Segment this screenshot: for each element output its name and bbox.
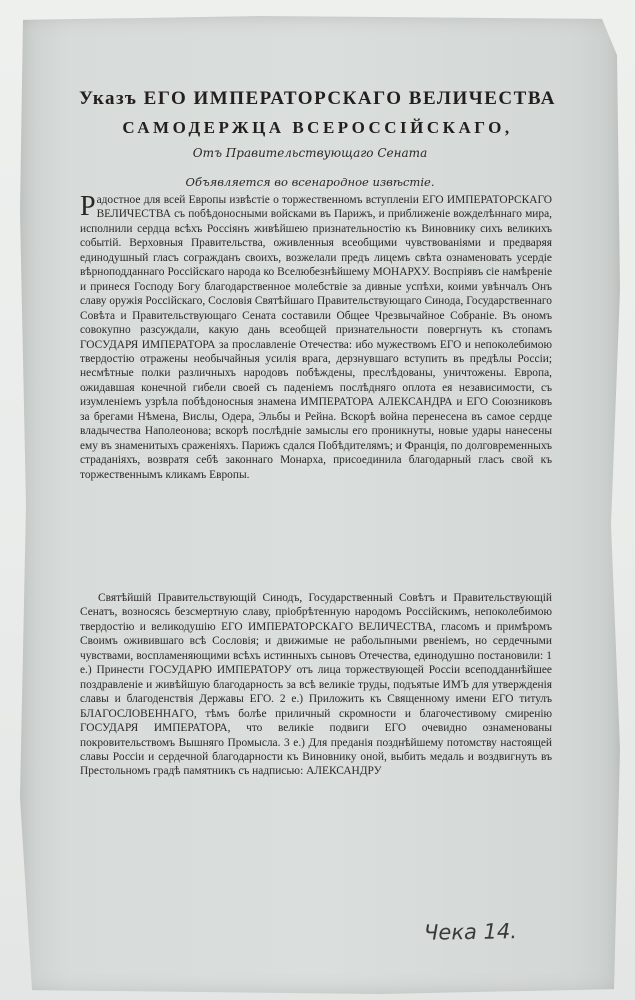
paragraph-1: [80, 193, 552, 482]
issuer-line: Отъ Правительствующаго Сената: [192, 146, 428, 160]
handwritten-note: Чека 14.: [423, 919, 518, 945]
announcement-line: Объявляется во всенародное извѣстіе.: [185, 175, 435, 189]
paragraph-1-text: адостное для всей Европы извѣстіе о торжественномъ вступленіи ЕГО ИМПЕРАТОРСКАГО ВЕЛИЧЕСТВА съ побѣдоносными войсками въ Парижъ, и приближеніе вожделѣннаго мира, исполнили сердца всѣхъ Россіянъ живѣйшею признательностію къ Виновнику сихъ великихъ событій. Верховныя Правительства, оживленныя всеобщими чувствованіями и предваряя единодушный гласъ сограждaнъ своихъ, возжелали предъ лицемъ свѣта ознаменовать усердіе вѣрноподданнаго Россійскаго народа ко Вселюбезнѣйшему МОНАРХУ. Воспрiявъ сіе намѣреніе и принеся Господу Богу благодарственное молебствіе за дивные успѣхи, коими увѣнчалъ Онъ славу оружія Россійскаго, Сословія Святѣйшаго Правительствующаго Синода, Государственнаго Совѣта и Правительствующаго Сената составили Общее Чрезвычайное Собраніе. Въ ономъ совокупно разсуждали, какую дань всеобщей признательности повергнуть къ стопамъ ГОСУДАРЯ ИМПЕРАТОРА за прославленіе Отечества: ибо мужествомъ ЕГО и непоколебимою твердостію отражены необычайныя усилія врага, дерзнувшаго вступить въ предѣлы Россіи; несмѣтные полки различныхъ народовъ побѣждены, преслѣдованы, уничтожены. Европа, ожидавшая конечной гибели своей съ паденіемъ послѣдняго оплота ея независимости, съ изумленіемъ узрѣла побѣдоносныя знамена ИМПЕРАТОРА АЛЕКСАНДРА и ЕГО Союзниковъ за брегами Нѣмена, Вислы, Одера, Эльбы и Рейна. Вскорѣ война перенесена въ самое сердце владычества Наполеонова; вскорѣ послѣдніе замыслы его проникнуты, новые удары нанесены ему въ знаменитыхъ сраженіяхъ. Парижъ сдался Побѣдителямъ; и Франція, по долговременныхъ страданіяхъ, возвратя себѣ законнаго Монарха, присоединила благодарный гласъ свой къ торжественнымъ кликамъ Европы.: [80, 194, 552, 481]
drop-cap: Р: [80, 191, 96, 222]
paragraph-2: Святѣйшій Правительствующій Синодъ, Государственный Совѣтъ и Правительствующій Сенатъ, возносясь безсмертную славу, пріобрѣтенную народомъ Россійскимъ, непоколебимою твердостію и великодушію ЕГО ИМПЕРАТОРСКАГО ВЕЛИЧЕСТВА, гласомъ и примѣромъ Своимъ оживившаго всѣ Сословія; и движимые не рабольпными рвеніемъ, но сердечными чувствами, воспламеняющими всѣхъ истинныхъ сыновъ Отечества, единодушно постановили: 1 е.) Принести ГОСУДАРЮ ИМПЕРАТОРУ отъ лица торжествующей Россіи всеподданнѣйшее поздравленіе и живѣйшую благодарность за всѣ великіе труды, подъятые ИМЪ для утвержденія славы и благоденствія Державы ЕГО. 2 е.) Приложить къ Священному имени ЕГО титулъ БЛАГОСЛОВЕННАГО, тѣмъ болѣе приличный скромности и благочестивому смиренію ГОСУДАРЯ ИМПЕРАТОРА, что великіе подвиги ЕГО очевидно ознаменованы покровительствомъ Вышняго Промысла. 3 е.) Для преданія позднѣйшему потомству настоящей славы Россіи и сердечной благодарности къ Виновнику оной, выбить медаль и воздвигнуть въ Престольномъ градѣ памятникъ съ надписью: АЛЕКСАНДРУ: [80, 592, 552, 778]
paper-sheet: [20, 16, 620, 994]
decree-subtitle: САМОДЕРЖЦА ВСЕРОССІЙСКАГО,: [122, 118, 513, 137]
decree-title: Указъ ЕГО ИМПЕРАТОРСКАГО ВЕЛИЧЕСТВА: [78, 88, 557, 109]
